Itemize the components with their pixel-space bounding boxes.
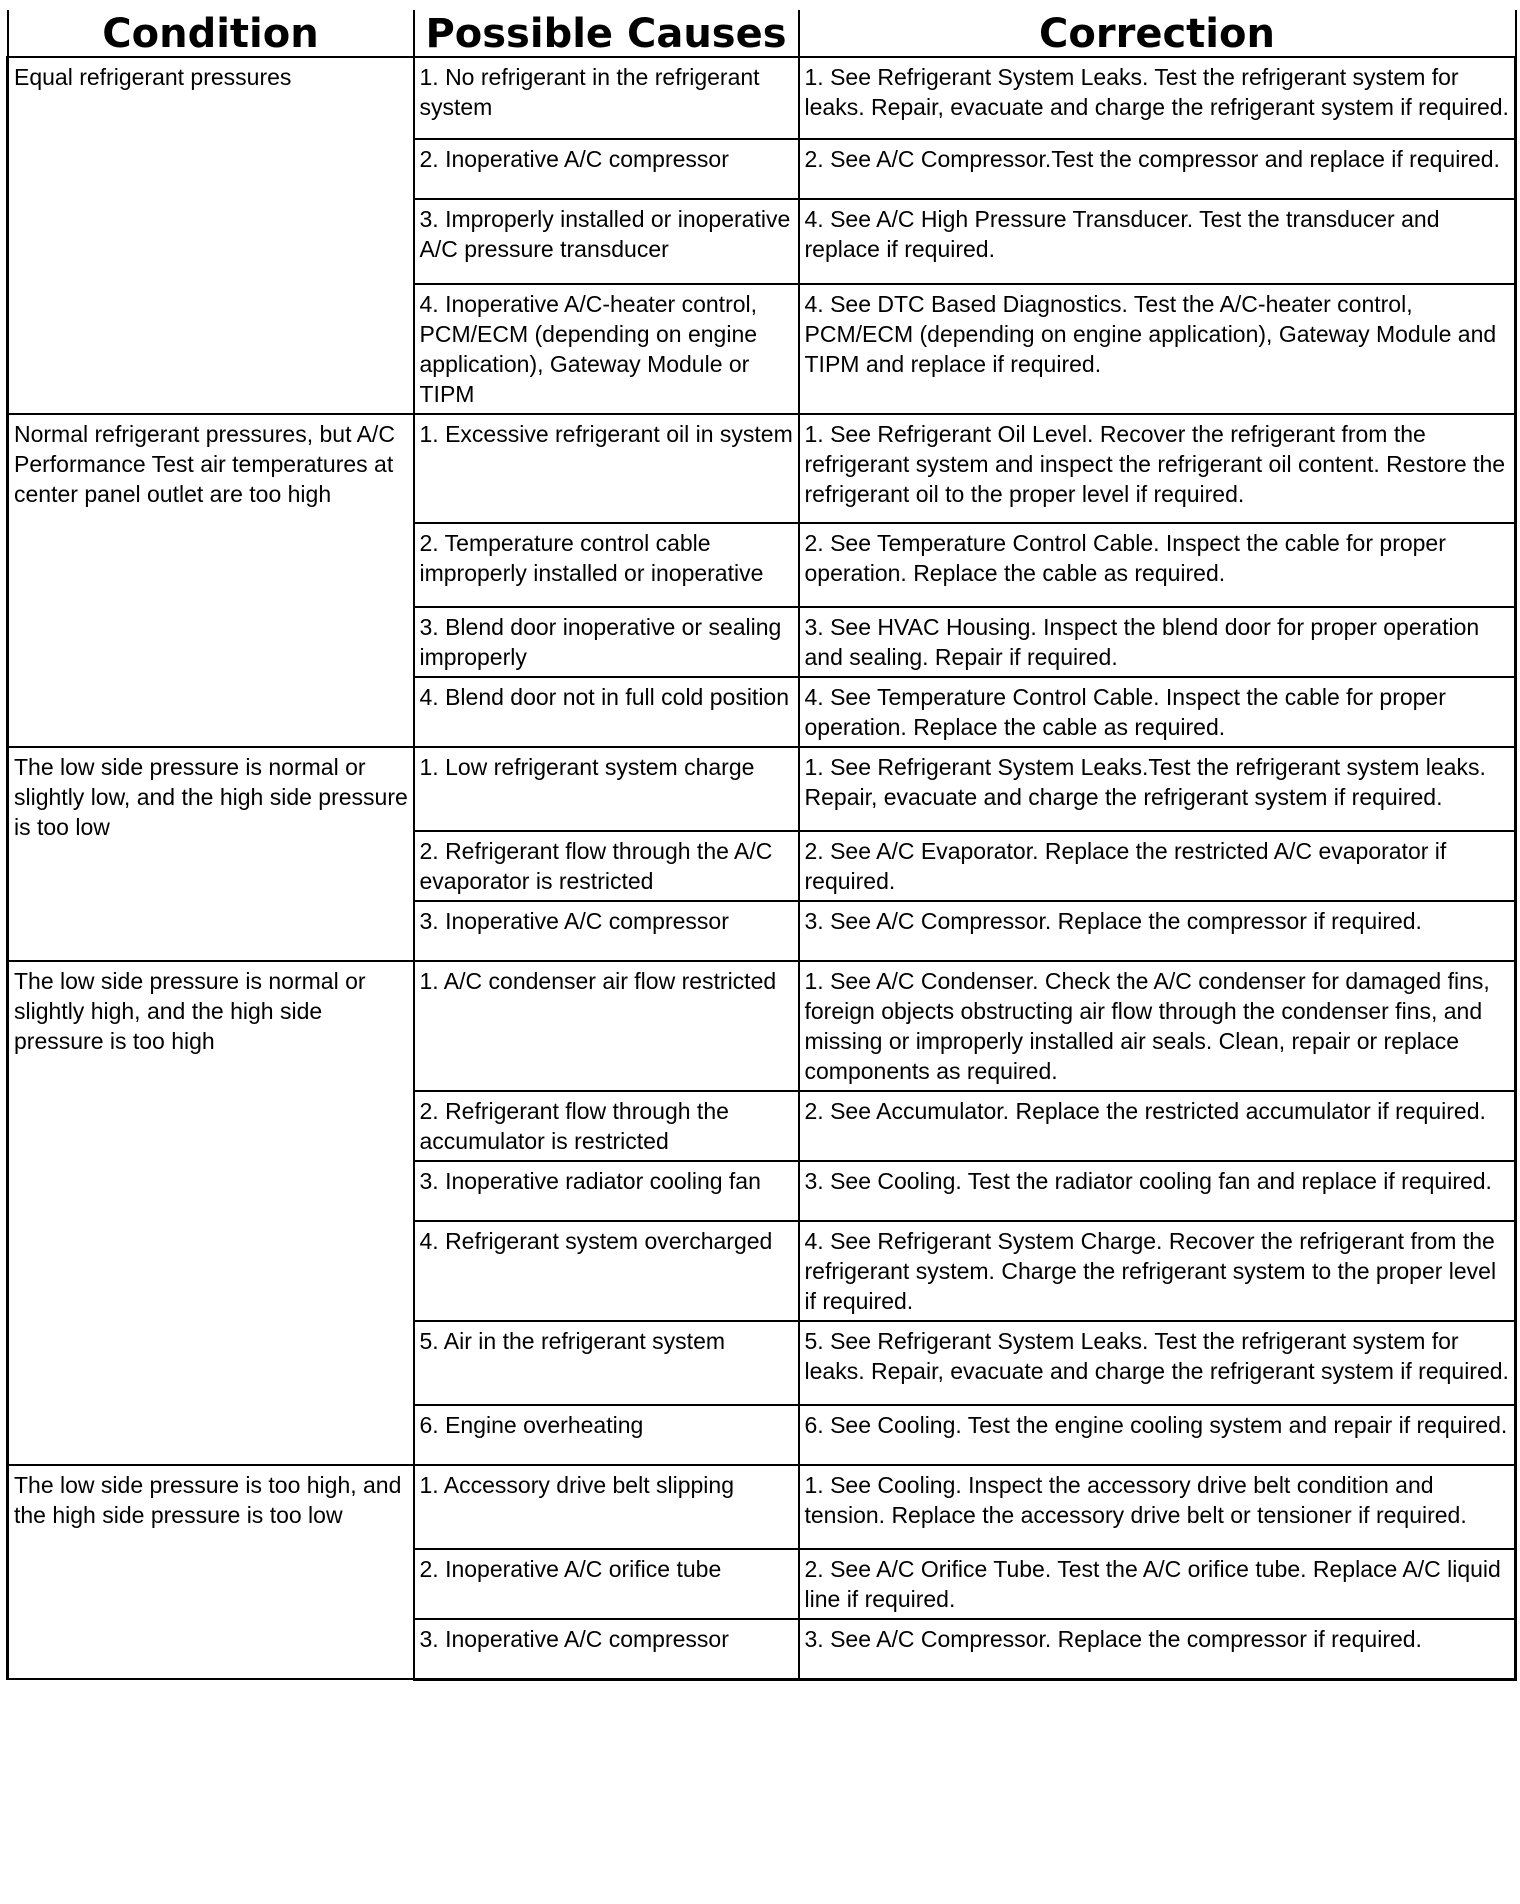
correction-cell: 3. See Cooling. Test the radiator cooling fan and replace if required. bbox=[799, 1161, 1516, 1221]
possible-cause-cell: 1. No refrigerant in the refrigerant system bbox=[414, 57, 799, 139]
possible-cause-cell: 2. Inoperative A/C compressor bbox=[414, 139, 799, 199]
condition-cell: The low side pressure is too high, and the high side pressure is too low bbox=[8, 1465, 414, 1679]
possible-cause-cell: 4. Refrigerant system overcharged bbox=[414, 1221, 799, 1321]
possible-cause-cell: 4. Inoperative A/C-heater control, PCM/ECM (depending on engine application), Gateway Module or TIPM bbox=[414, 284, 799, 414]
possible-cause-cell: 6. Engine overheating bbox=[414, 1405, 799, 1465]
header-possible-causes: Possible Causes bbox=[414, 10, 799, 57]
possible-cause-cell: 2. Refrigerant flow through the accumulator is restricted bbox=[414, 1091, 799, 1161]
header-row bbox=[8, 10, 1516, 57]
correction-cell: 5. See Refrigerant System Leaks. Test the refrigerant system for leaks. Repair, evacuate and charge the refrigerant system if required. bbox=[799, 1321, 1516, 1405]
possible-cause-cell: 3. Inoperative A/C compressor bbox=[414, 901, 799, 961]
diagnosis-table bbox=[6, 10, 1517, 1681]
possible-cause-cell: 4. Blend door not in full cold position bbox=[414, 677, 799, 747]
table-row bbox=[8, 747, 1516, 831]
possible-cause-cell: 1. Low refrigerant system charge bbox=[414, 747, 799, 831]
possible-cause-cell: 3. Improperly installed or inoperative A/C pressure transducer bbox=[414, 199, 799, 284]
correction-cell: 1. See Refrigerant Oil Level. Recover the refrigerant from the refrigerant system and inspect the refrigerant oil content. Restore the refrigerant oil to the proper level if required. bbox=[799, 414, 1516, 523]
condition-cell: The low side pressure is normal or slightly high, and the high side pressure is too high bbox=[8, 961, 414, 1465]
table-row bbox=[8, 1465, 1516, 1549]
correction-cell: 3. See A/C Compressor. Replace the compressor if required. bbox=[799, 901, 1516, 961]
correction-cell: 2. See Temperature Control Cable. Inspect the cable for proper operation. Replace the cable as required. bbox=[799, 523, 1516, 607]
correction-cell: 2. See A/C Orifice Tube. Test the A/C orifice tube. Replace A/C liquid line if required. bbox=[799, 1549, 1516, 1619]
table-row bbox=[8, 57, 1516, 139]
correction-cell: 1. See Refrigerant System Leaks.Test the refrigerant system leaks. Repair, evacuate and charge the refrigerant system if required. bbox=[799, 747, 1516, 831]
condition-cell: The low side pressure is normal or slightly low, and the high side pressure is too low bbox=[8, 747, 414, 961]
possible-cause-cell: 5. Air in the refrigerant system bbox=[414, 1321, 799, 1405]
possible-cause-cell: 3. Blend door inoperative or sealing improperly bbox=[414, 607, 799, 677]
possible-cause-cell: 1. Accessory drive belt slipping bbox=[414, 1465, 799, 1549]
correction-cell: 3. See HVAC Housing. Inspect the blend door for proper operation and sealing. Repair if required. bbox=[799, 607, 1516, 677]
correction-cell: 2. See A/C Compressor.Test the compressor and replace if required. bbox=[799, 139, 1516, 199]
possible-cause-cell: 1. Excessive refrigerant oil in system bbox=[414, 414, 799, 523]
condition-cell: Normal refrigerant pressures, but A/C Performance Test air temperatures at center panel outlet are too high bbox=[8, 414, 414, 747]
correction-cell: 3. See A/C Compressor. Replace the compressor if required. bbox=[799, 1619, 1516, 1679]
possible-cause-cell: 3. Inoperative A/C compressor bbox=[414, 1619, 799, 1679]
condition-cell: Equal refrigerant pressures bbox=[8, 57, 414, 414]
possible-cause-cell: 2. Temperature control cable improperly installed or inoperative bbox=[414, 523, 799, 607]
possible-cause-cell: 2. Refrigerant flow through the A/C evaporator is restricted bbox=[414, 831, 799, 901]
correction-cell: 4. See Refrigerant System Charge. Recover the refrigerant from the refrigerant system. Charge the refrigerant system to the proper level if required. bbox=[799, 1221, 1516, 1321]
correction-cell: 6. See Cooling. Test the engine cooling system and repair if required. bbox=[799, 1405, 1516, 1465]
correction-cell: 4. See A/C High Pressure Transducer. Test the transducer and replace if required. bbox=[799, 199, 1516, 284]
diagnosis-table-container bbox=[6, 10, 1514, 1681]
table-body bbox=[8, 57, 1516, 1679]
correction-cell: 1. See Cooling. Inspect the accessory drive belt condition and tension. Replace the accessory drive belt or tensioner if required. bbox=[799, 1465, 1516, 1549]
header-correction: Correction bbox=[799, 10, 1516, 57]
possible-cause-cell: 1. A/C condenser air flow restricted bbox=[414, 961, 799, 1091]
possible-cause-cell: 3. Inoperative radiator cooling fan bbox=[414, 1161, 799, 1221]
correction-cell: 2. See A/C Evaporator. Replace the restricted A/C evaporator if required. bbox=[799, 831, 1516, 901]
table-row bbox=[8, 961, 1516, 1091]
correction-cell: 1. See Refrigerant System Leaks. Test the refrigerant system for leaks. Repair, evacuate and charge the refrigerant system if required. bbox=[799, 57, 1516, 139]
correction-cell: 4. See Temperature Control Cable. Inspect the cable for proper operation. Replace the cable as required. bbox=[799, 677, 1516, 747]
table-row bbox=[8, 414, 1516, 523]
correction-cell: 1. See A/C Condenser. Check the A/C condenser for damaged fins, foreign objects obstructing air flow through the condenser fins, and missing or improperly installed air seals. Clean, repair or replace components as required. bbox=[799, 961, 1516, 1091]
header-condition: Condition bbox=[8, 10, 414, 57]
correction-cell: 2. See Accumulator. Replace the restricted accumulator if required. bbox=[799, 1091, 1516, 1161]
correction-cell: 4. See DTC Based Diagnostics. Test the A/C-heater control, PCM/ECM (depending on engine application), Gateway Module and TIPM and replace if required. bbox=[799, 284, 1516, 414]
table-header bbox=[8, 10, 1516, 57]
possible-cause-cell: 2. Inoperative A/C orifice tube bbox=[414, 1549, 799, 1619]
